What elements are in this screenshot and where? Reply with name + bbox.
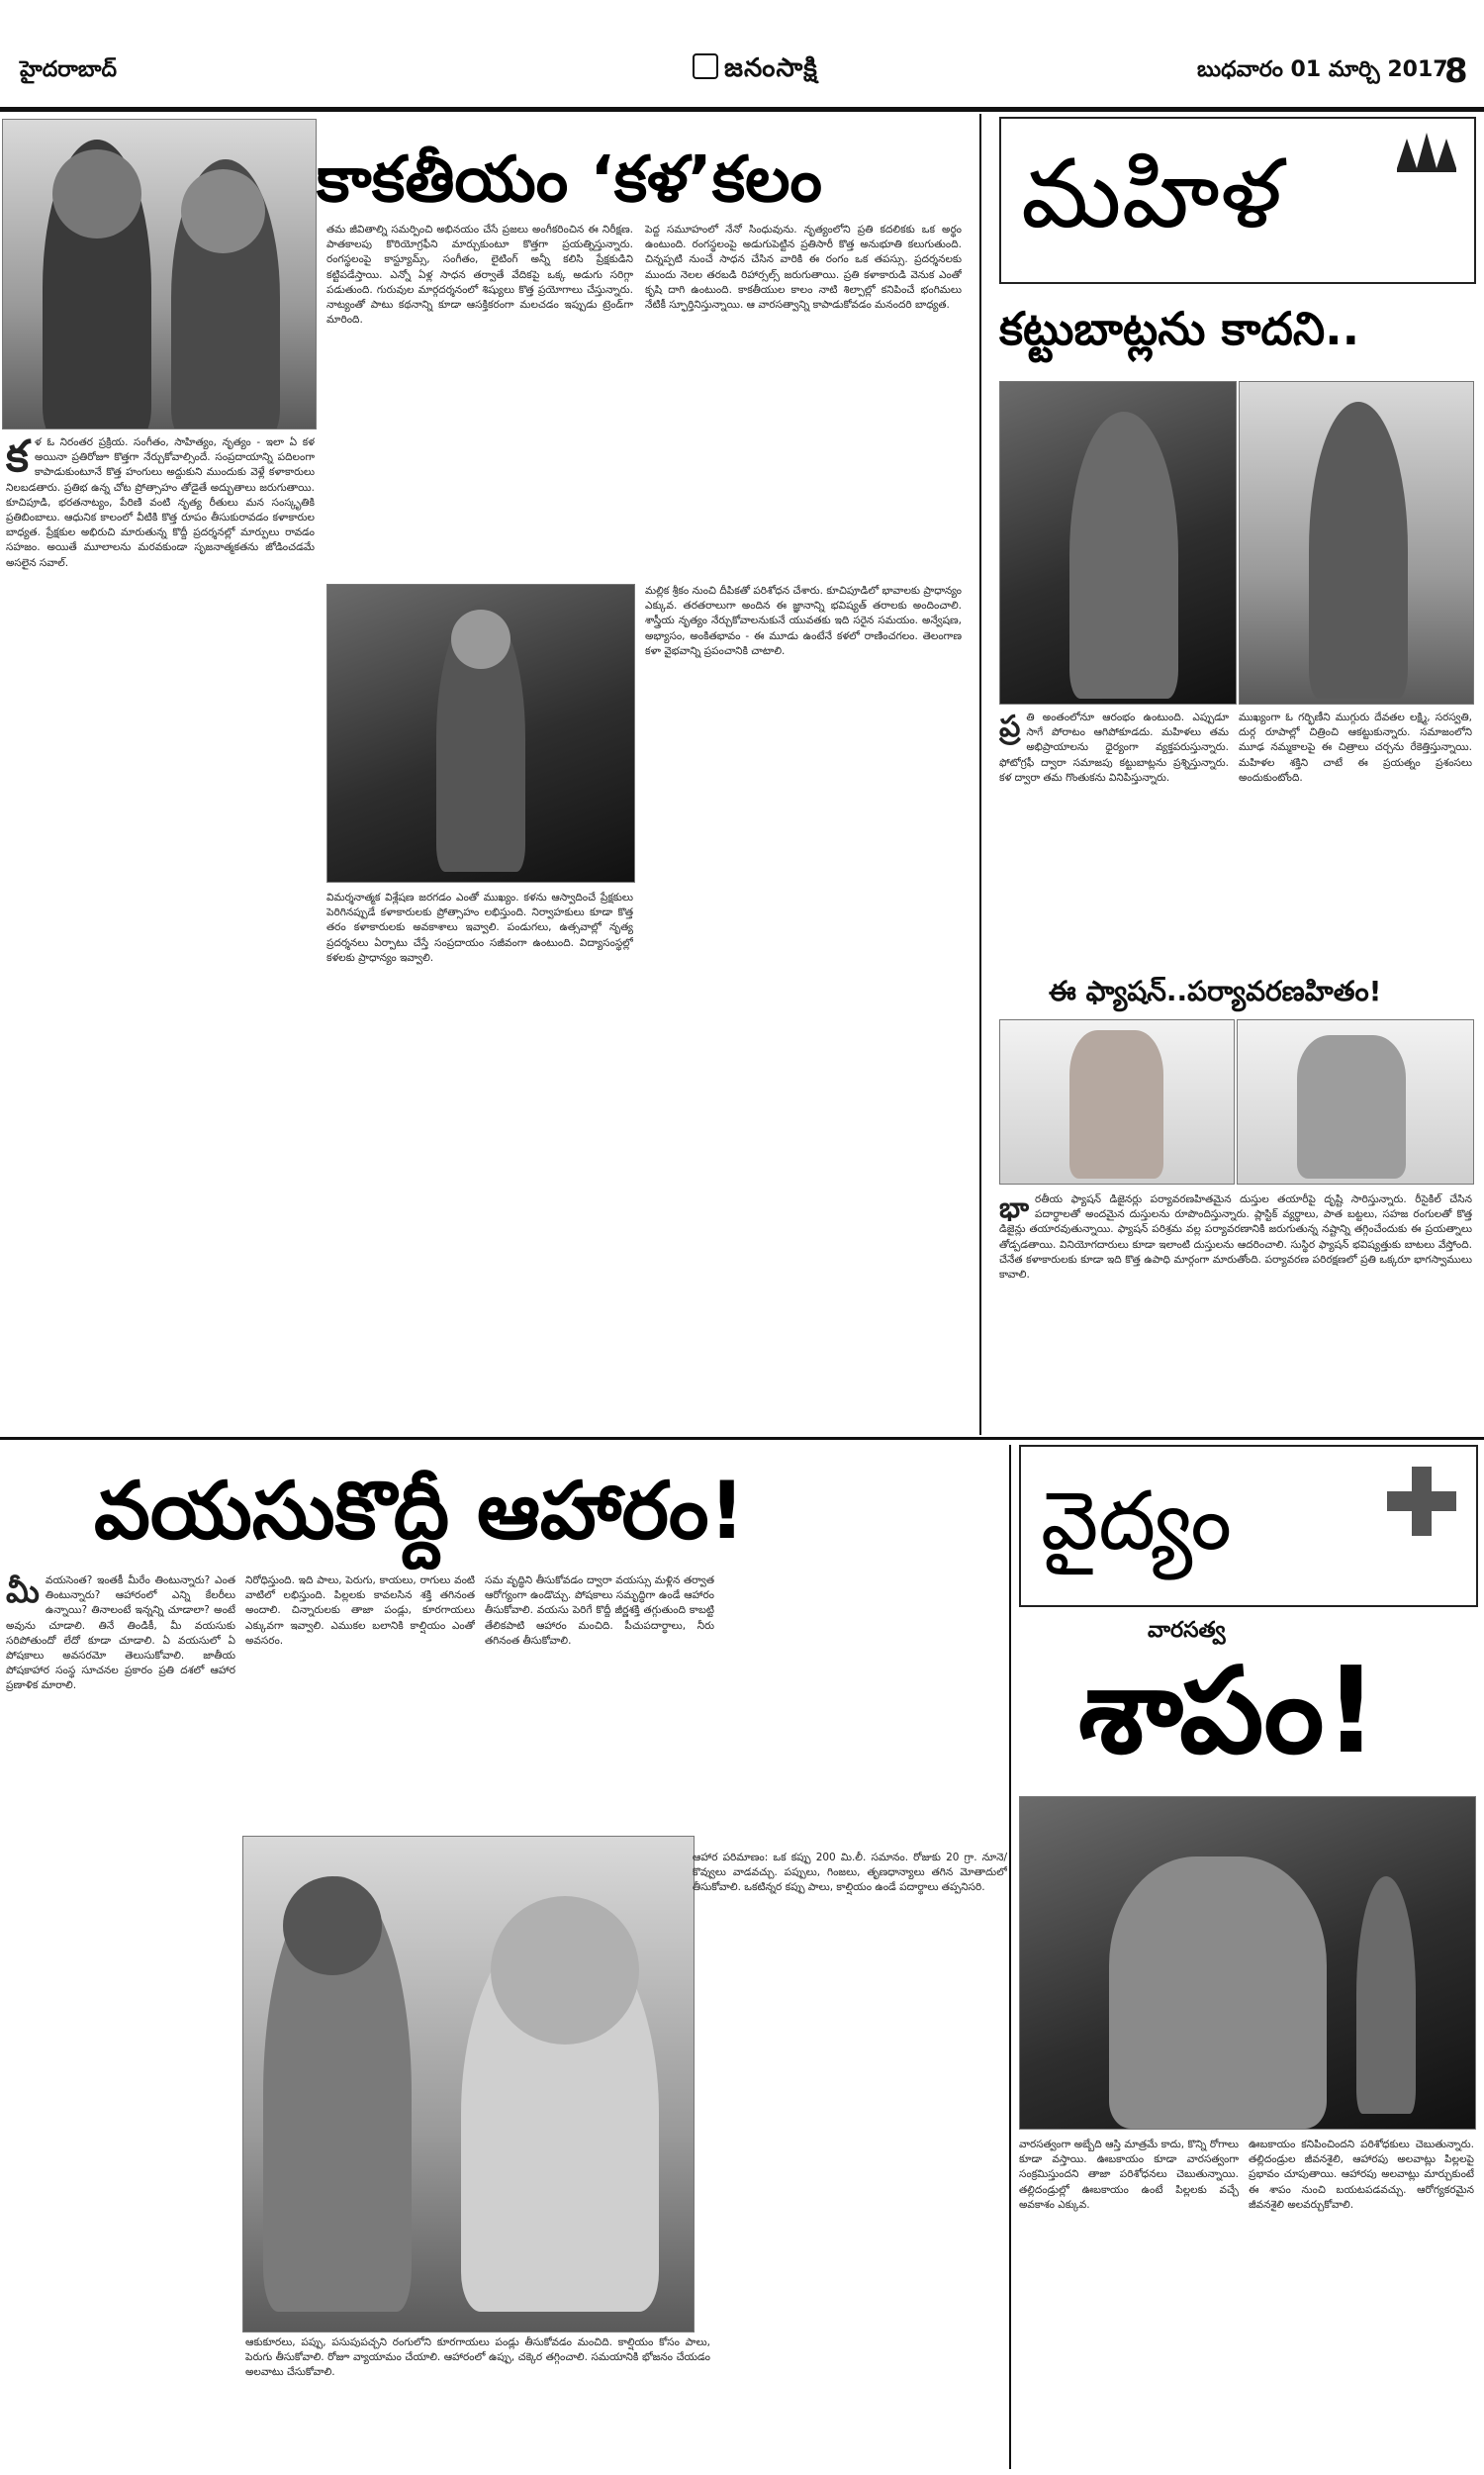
masthead-logo: [693, 53, 818, 89]
mahila-col1-text: తి అంతంలోనూ ఆరంభం ఉంటుంది. ఎప్పుడూ సాగే పోరాటం ఆగిపోకూడదు. మహిళలు తమ అభిప్రాయాలను ధైర్యంగా వ్యక్తపరుస్తున్నారు. ఫోటోగ్రఫీ ద్వారా సమాజపు కట్టుబాట్లను ప్రశ్నిస్తున్నారు. కళ ద్వారా తమ గొంతుకను వినిపిస్తున్నారు.: [999, 712, 1229, 784]
health-col2: [1249, 2138, 1474, 2464]
obese-person-photo: [1019, 1796, 1476, 2130]
mahila-title: మహిళ: [1021, 139, 1282, 249]
article1-col3-text: పెద్ద సమూహంలో నేనో సింధువును. నృత్యంలోని ప్రతి కదలికకు ఒక అర్థం ఉంటుంది. రంగస్థలంపై అడుగుపెట్టిన ప్రతిసారీ కొత్త అనుభూతి కలుగుతుంది. చిన్నప్పటి నుంచే సాధన చేసిన వారికి ఈ రంగం ఒక తపస్సు. ప్రదర్శనలకు ముందు నెలల తరబడి రిహార్సల్స్ జరుగుతాయి. ప్రతి కళాకారుడి వెనుక ఎంతో కృషి దాగి ఉంటుంది. కాకతీయుల కాలం నాటి శిల్పాల్లో కనిపించే భంగిమలు నేటికీ స్ఫూర్తినిస్తున్నాయి. ఆ వారసత్వాన్ని కాపాడుకోవడం మనందరి బాధ్యత.: [645, 224, 962, 312]
fashion-body-text: రతీయ ఫ్యాషన్ డిజైనర్లు పర్యావరణహితమైన దుస్తుల తయారీపై దృష్టి సారిస్తున్నారు. రీసైకిల్ చేసిన పదార్థాలతో అందమైన దుస్తులను రూపొందిస్తున్నారు. ప్లాస్టిక్ వ్యర్థాలు, పాత బట్టలు, సహజ రంగులతో కొత్త డిజైన్లు తయారవుతున్నాయి. ఫ్యాషన్ పరిశ్రమ వల్ల పర్యావరణానికి జరుగుతున్న నష్టాన్ని తగ్గించేందుకు ఈ ప్రయత్నాలు తోడ్పడతాయి. వినియోగదారులు కూడా ఇలాంటి దుస్తులను ఆదరించాలి. సుస్థిర ఫ్యాషన్ భవిష్యత్తుకు బాటలు వేస్తోంది. చేనేత కళాకారులకు కూడా ఇది కొత్త ఉపాధి మార్గంగా మారుతోంది. పర్యావరణ పరిరక్షణలో ప్రతి ఒక్కరూ భాగస్వాములు కావాలి.: [999, 1193, 1472, 1282]
article1-headline: కాకతీయం ‘కళ’కలం: [317, 143, 822, 217]
dress-photo-1: [999, 1019, 1235, 1185]
food-col4-text: ఆకుకూరలు, పప్పు, పసుపుపచ్చని రంగులోని కూరగాయలు పండ్లు తీసుకోవడం మంచిది. కాల్షియం కోసం పాలు, పెరుగు తీసుకోవాలి. రోజూ వ్యాయామం చేయాలి. ఆహారంలో ఉప్పు, చక్కెర తగ్గించాలి. సమయానికి భోజనం చేయడం అలవాటు చేసుకోవాలి.: [245, 2336, 710, 2379]
article1-dropcap: క: [6, 435, 29, 482]
food-dropcap: మీ: [6, 1573, 40, 1610]
column-divider: [979, 114, 981, 1435]
health-col2-text: ఊబకాయం కనిపించిందని పరిశోధకులు చెబుతున్నారు. తల్లిదండ్రుల జీవనశైలి, ఆహారపు అలవాట్లు పిల్లలపై ప్రభావం చూపుతాయి. ఆహారపు అలవాట్లు మార్చుకుంటే ఈ శాపం నుంచి బయటపడవచ్చు. ఆరోగ్యకరమైన జీవనశైలి అలవర్చుకోవాలి.: [1249, 2139, 1474, 2211]
food-col3: [485, 1573, 714, 1831]
section-divider: [0, 1437, 1484, 1440]
food-col4: [245, 2335, 710, 2464]
food-col2: [245, 1573, 475, 1831]
logo-mark-icon: [693, 53, 718, 79]
crown-icon: [1397, 129, 1456, 172]
mahila-headline: కట్టుబాట్లను కాదని..: [999, 302, 1360, 355]
fashion-body: [999, 1192, 1472, 1430]
fashion-dropcap: భా: [999, 1192, 1030, 1224]
article1-col3: [645, 223, 962, 574]
pregnant-woman-photo-1: [999, 381, 1237, 705]
article1-col2: [326, 223, 633, 574]
mahila-col1: [999, 711, 1229, 968]
logo-text: జనంసాక్షి: [724, 53, 818, 83]
health-kicker: వారసత్వ: [1148, 1618, 1226, 1643]
food-col5: [693, 1851, 1007, 2331]
health-col1: [1019, 2138, 1239, 2464]
article1-col2-text: తమ జీవితాల్ని సమర్పించి అభినయం చేసే ప్రజలు అంగీకరించిన ఈ నిరీక్షణ. పాతకాలపు కొరియోగ్రఫీని మార్చుకుంటూ కొత్తగా ప్రయత్నిస్తున్నారు. రంగస్థలంపై కాస్ట్యూమ్స్, సంగీతం, లైటింగ్ అన్నీ కలిసి ప్రేక్షకుడిని కట్టిపడేస్తాయి. ఎన్నో ఏళ్ల సాధన తర్వాతే వేదికపై ఒక్క అడుగు సరిగ్గా పడుతుంది. గురువుల మార్గదర్శనంలో శిష్యులు కొత్త ప్రయోగాలు చేస్తున్నారు. నాట్యంతో పాటు కథనాన్ని కూడా ఆసక్తికరంగా మలచడం ఇప్పుడు ట్రెండ్‌గా మారింది.: [326, 224, 633, 327]
masthead-date: బుధవారం 01 మార్చి 2017: [1197, 57, 1448, 82]
article1-col5-text: మల్లిక శ్రీకం నుంచి దీపికతో పరిశోధన చేశారు. కూచిపూడిలో భావాలకు ప్రాధాన్యం ఎక్కువ. తరతరాలుగా అందిన ఈ జ్ఞానాన్ని భవిష్యత్ తరాలకు అందించాలి. శాస్త్రీయ నృత్యం నేర్చుకోవాలనుకునే యువతకు ఇది సరైన సమయం. అన్వేషణ, అభ్యాసం, అంకితభావం - ఈ మూడు ఉంటేనే కళలో రాణించగలం. తెలంగాణ కళా వైభవాన్ని ప్రపంచానికి చాటాలి.: [645, 585, 962, 657]
article1-col4: [326, 891, 633, 1430]
article1-col1-text: ళ ఓ నిరంతర ప్రక్రియ. సంగీతం, సాహిత్యం, నృత్యం - ఇలా ఏ కళ అయినా ప్రతిరోజూ కొత్తగా నేర్చుకోవాల్సిందే. సంప్రదాయాన్ని పదిలంగా కాపాడుకుంటూనే కొత్త హంగులు అద్దుకుని ముందుకు వెళ్లే కళాకారులు నిలబడతారు. ప్రతిభ ఉన్న చోట ప్రోత్సాహం తోడైతే అద్భుతాలు జరుగుతాయి. కూచిపూడి, భరతనాట్యం, పేరిణి వంటి నృత్య రీతులు మన సంస్కృతికి ప్రతిబింబాలు. ఆధునిక కాలంలో వీటికి కొత్త రూపం తీసుకురావడం కళాకారుల బాధ్యత. ప్రేక్షకుల అభిరుచి మారుతున్న కొద్దీ ప్రదర్శనల్లో మార్పులు రావడం సహజం. అయితే మూలాలను మరవకుండా సృజనాత్మకతను జోడించడమే అసలైన సవాల్.: [6, 436, 315, 569]
masthead-rule: [0, 107, 1484, 112]
article1-col5: [645, 584, 962, 1430]
food-col3-text: సమ వృద్ధిని తీసుకోవడం ద్వారా వయస్సు మళ్లిన తర్వాత ఆరోగ్యంగా ఉండొచ్చు. పోషకాలు సమృద్ధిగా ఉండే ఆహారం తీసుకోవాలి. వయసు పెరిగే కొద్దీ జీర్ణశక్తి తగ్గుతుంది కాబట్టి తేలికపాటి ఆహారం మంచిది. పీచుపదార్థాలు, నీరు తగినంత తీసుకోవాలి.: [485, 1574, 714, 1647]
article1-col4-text: విమర్శనాత్మక విశ్లేషణ జరగడం ఎంతో ముఖ్యం. కళను ఆస్వాదించే ప్రేక్షకులు పెరిగినప్పుడే కళాకారులకు ప్రోత్సాహం లభిస్తుంది. నిర్వాహకులు కూడా కొత్త తరం కళాకారులకు అవకాశాలు ఇవ్వాలి. పండుగలు, ఉత్సవాల్లో నృత్య ప్రదర్శనలు ఏర్పాటు చేస్తే సంప్రదాయం సజీవంగా ఉంటుంది. విద్యాసంస్థల్లో కళలకు ప్రాధాన్యం ఇవ్వాలి.: [326, 892, 633, 964]
medical-cross-icon: [1387, 1467, 1456, 1536]
mahila-dropcap: ప్ర: [999, 711, 1021, 744]
food-headline: వయసుకొద్దీ ఆహారం!: [94, 1465, 745, 1557]
masthead-city: హైదరాబాద్: [20, 57, 117, 82]
dancer-sword-photo: [326, 584, 635, 883]
pregnant-woman-photo-2: [1239, 381, 1474, 705]
fashion-headline: ఈ ఫ్యాషన్..పర్యావరణహితం!: [1049, 975, 1382, 1007]
health-headline: శాపం!: [1078, 1643, 1379, 1780]
health-col1-text: వారసత్వంగా అబ్బేది ఆస్తి మాత్రమే కాదు, కొన్ని రోగాలు కూడా వస్తాయి. ఊబకాయం కూడా వారసత్వంగా సంక్రమిస్తుందని తాజా పరిశోధనలు చెబుతున్నాయి. తల్లిదండ్రుల్లో ఊబకాయం ఉంటే పిల్లలకు వచ్చే అవకాశం ఎక్కువ.: [1019, 2139, 1239, 2211]
page-number: 8: [1444, 51, 1468, 91]
food-col5-text: ఆహార పరిమాణం: ఒక కప్పు 200 మి.లీ. సమానం. రోజుకు 20 గ్రా. నూనె/కొవ్వులు వాడవచ్చు. పప్పులు, గింజలు, తృణధాన్యాలు తగిన మోతాదులో తీసుకోవాలి. ఒకటిన్నర కప్పు పాలు, కాల్షియం ఉండే పదార్థాలు తప్పనిసరి.: [693, 1852, 1007, 1894]
dress-photo-2: [1237, 1019, 1474, 1185]
mahila-title-box: [999, 117, 1476, 284]
mother-child-photo: [242, 1836, 695, 2332]
mahila-col2-text: ముఖ్యంగా ఓ గర్భిణీని ముగ్గురు దేవతల లక్ష్మి, సరస్వతి, దుర్గ రూపాల్లో చిత్రించి ఆకట్టుకున్నారు. సమాజంలోని మూఢ నమ్మకాలపై ఈ చిత్రాలు చర్చను రేకెత్తిస్తున్నాయి. మహిళల శక్తిని చాటే ఈ ప్రయత్నం ప్రశంసలు అందుకుంటోంది.: [1239, 712, 1472, 784]
mahila-col2: [1239, 711, 1472, 968]
column-divider-lower: [1009, 1445, 1011, 2469]
food-col1-text: వయసెంత? ఇంతకీ మీరేం తింటున్నారు? ఎంత తింటున్నారు? ఆహారంలో ఎన్ని కేలరీలు ఉన్నాయి? తినాలంటే ఇన్నన్ని చూడాలా? అంటే అవును చూడాలి. తినే తిండికీ, మీ వయసుకు సరిపోతుందో లేదో కూడా చూడాలి. ఏ వయసులో ఏ పోషకాలు అవసరమో తెలుసుకోవాలి. జాతీయ పోషకాహార సంస్థ సూచనల ప్రకారం ప్రతి దశలో ఆహార ప్రణాళిక మారాలి.: [6, 1574, 235, 1692]
vaidyam-title: వైద్యం: [1041, 1475, 1232, 1569]
vaidyam-title-box: [1019, 1445, 1478, 1607]
food-col2-text: నిరోధిస్తుంది. ఇది పాలు, పెరుగు, కాయలు, రాగులు వంటి వాటిలో లభిస్తుంది. పిల్లలకు కావలసిన శక్తి తగినంత అందాలి. చిన్నారులకు తాజా పండ్లు, కూరగాయలు ఎక్కువగా ఇవ్వాలి. ఎముకల బలానికి కాల్షియం ఎంతో అవసరం.: [245, 1574, 475, 1647]
food-col1: [6, 1573, 235, 2108]
article1-col1: [6, 435, 315, 1430]
dancers-photo: [2, 119, 317, 429]
